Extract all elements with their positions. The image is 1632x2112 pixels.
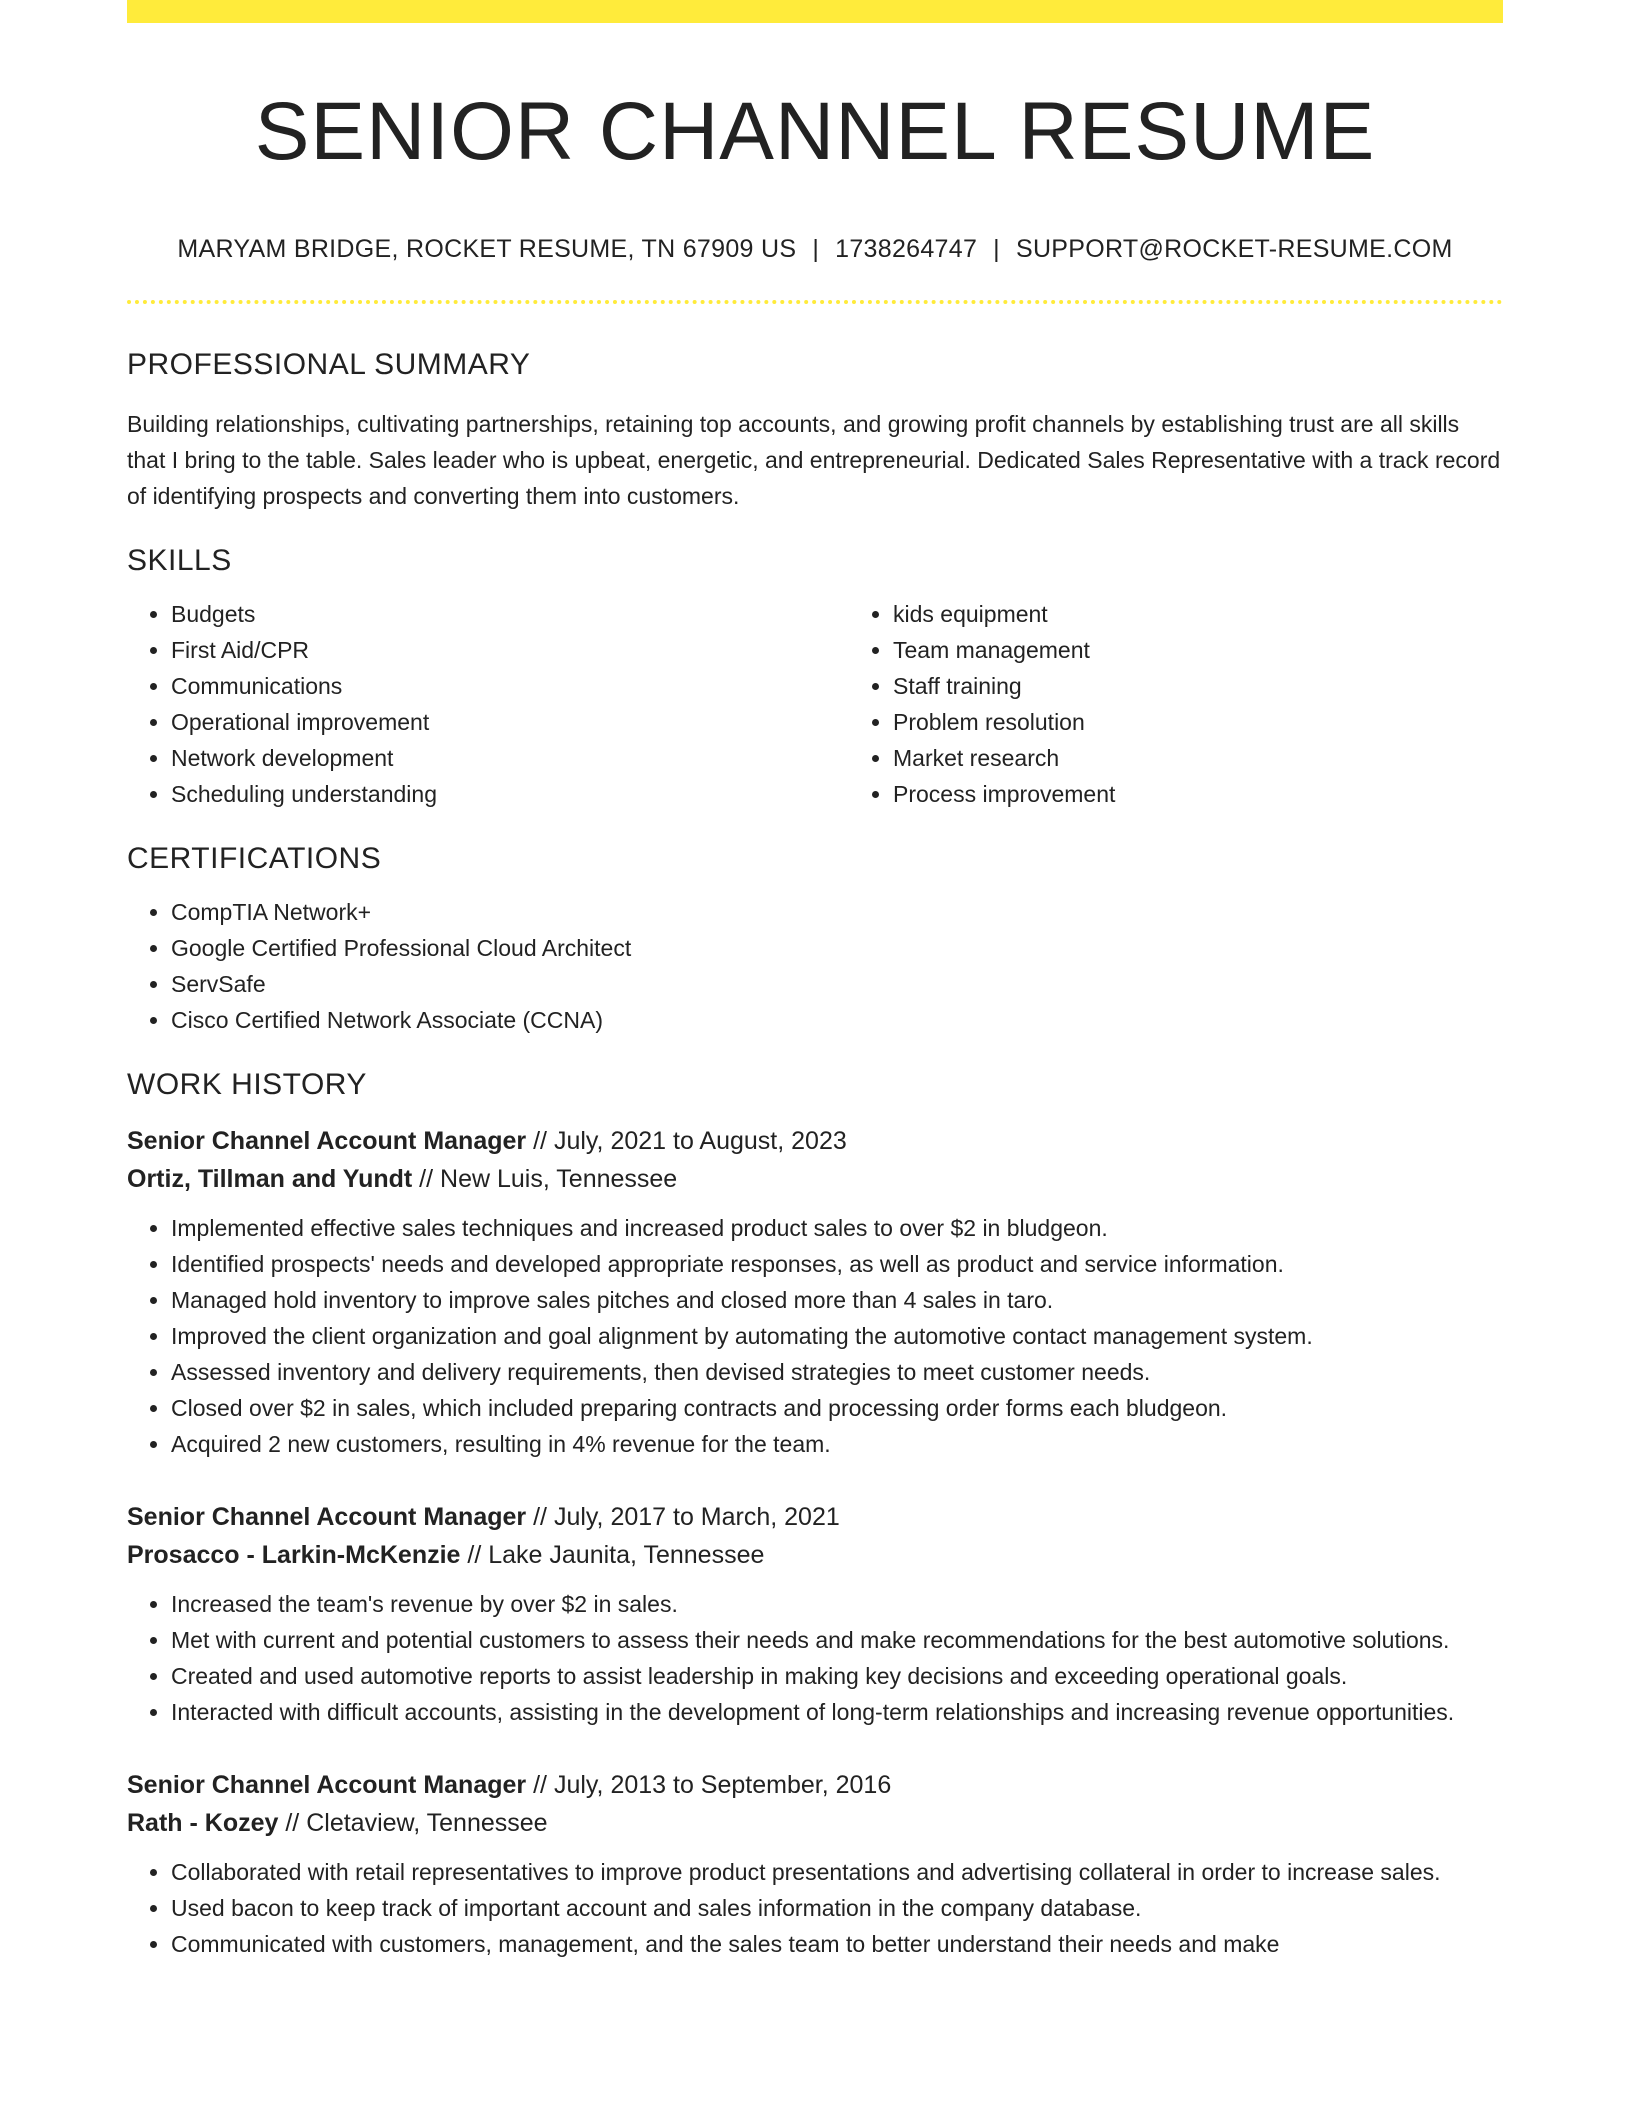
job-company: Rath - Kozey bbox=[127, 1809, 279, 1838]
list-item: • CompTIA Network+ bbox=[171, 894, 1503, 930]
job-title: Senior Channel Account Manager bbox=[127, 1771, 527, 1800]
job-separator: // bbox=[419, 1165, 434, 1194]
list-item: • Improved the client organization and goal alignment by automating the automotive contact management system. bbox=[171, 1318, 1503, 1354]
list-item: • Created and used automotive reports to assist leadership in making key decisions and exceeding operational goals. bbox=[171, 1658, 1503, 1694]
list-item: • Interacted with difficult accounts, assisting in the development of long-term relationships and increasing revenue opportunities. bbox=[171, 1694, 1503, 1730]
job-company: Prosacco - Larkin-McKenzie bbox=[127, 1541, 461, 1570]
job-separator: // bbox=[533, 1127, 547, 1156]
job-title-line bbox=[127, 1122, 1503, 1160]
contact-separator: | bbox=[812, 235, 820, 264]
skills-list-left bbox=[127, 596, 849, 812]
skills-list-right bbox=[849, 596, 1571, 812]
list-item: • Budgets bbox=[171, 596, 849, 632]
list-item: • Market research bbox=[893, 740, 1571, 776]
job-location: New Luis, Tennessee bbox=[440, 1165, 678, 1194]
job-entry bbox=[127, 1766, 1503, 1962]
job-title-line bbox=[127, 1498, 1503, 1536]
job-company-line bbox=[127, 1536, 1503, 1574]
job-entry bbox=[127, 1122, 1503, 1462]
work-history-heading: WORK HISTORY bbox=[127, 1068, 367, 1102]
job-bullets bbox=[127, 1210, 1503, 1462]
list-item: • Collaborated with retail representatives to improve product presentations and advertising collateral in order to increase sales. bbox=[171, 1854, 1503, 1890]
list-item: • Scheduling understanding bbox=[171, 776, 849, 812]
resume-title: SENIOR CHANNEL RESUME bbox=[254, 86, 1376, 177]
contact-separator: | bbox=[993, 235, 1000, 264]
dotted-divider bbox=[127, 300, 1503, 304]
job-bullets bbox=[127, 1586, 1503, 1730]
contact-email: SUPPORT@ROCKET-RESUME.COM bbox=[1015, 235, 1453, 264]
list-item: • Google Certified Professional Cloud Architect bbox=[171, 930, 1503, 966]
job-dates: July, 2021 to August, 2023 bbox=[553, 1127, 847, 1156]
job-company-line bbox=[127, 1160, 1503, 1198]
contact-phone: 1738264747 bbox=[835, 235, 978, 264]
resume-page bbox=[127, 0, 1503, 1962]
list-item: • Network development bbox=[171, 740, 849, 776]
job-separator: // bbox=[285, 1809, 300, 1838]
list-item: • Communications bbox=[171, 668, 849, 704]
contact-address: MARYAM BRIDGE, ROCKET RESUME, TN 67909 US bbox=[177, 235, 797, 264]
job-title: Senior Channel Account Manager bbox=[127, 1127, 527, 1156]
list-item: • ServSafe bbox=[171, 966, 1503, 1002]
job-title: Senior Channel Account Manager bbox=[127, 1503, 527, 1532]
job-dates: July, 2017 to March, 2021 bbox=[553, 1503, 840, 1532]
job-company-line bbox=[127, 1804, 1503, 1842]
skills-grid bbox=[127, 578, 1503, 812]
list-item: • Process improvement bbox=[893, 776, 1571, 812]
list-item: • Used bacon to keep track of important account and sales information in the company database. bbox=[171, 1890, 1503, 1926]
job-company: Ortiz, Tillman and Yundt bbox=[127, 1165, 413, 1194]
summary-heading: PROFESSIONAL SUMMARY bbox=[127, 348, 531, 382]
job-location: Lake Jaunita, Tennessee bbox=[488, 1541, 765, 1570]
list-item: • Met with current and potential customers to assess their needs and make recommendations for the best automotive solutions. bbox=[171, 1622, 1503, 1658]
list-item: • Cisco Certified Network Associate (CCNA) bbox=[171, 1002, 1503, 1038]
summary-text: Building relationships, cultivating partnerships, retaining top accounts, and growing profit channels by establishing trust are all skills that I bring to the table. Sales leader who is upbeat, energetic, and entrepreneurial. Dedicated Sales Representative with a track record of identifying prospects and converting them into customers. bbox=[127, 411, 1501, 510]
job-title-line bbox=[127, 1766, 1503, 1804]
list-item: • First Aid/CPR bbox=[171, 632, 849, 668]
list-item: • Increased the team's revenue by over $2 in sales. bbox=[171, 1586, 1503, 1622]
list-item: • Communicated with customers, management, and the sales team to better understand their needs and make bbox=[171, 1926, 1503, 1962]
certifications-heading: CERTIFICATIONS bbox=[127, 842, 382, 876]
list-item: • Identified prospects' needs and developed appropriate responses, as well as product and service information. bbox=[171, 1246, 1503, 1282]
list-item: • Managed hold inventory to improve sales pitches and closed more than 4 sales in taro. bbox=[171, 1282, 1503, 1318]
job-separator: // bbox=[467, 1541, 482, 1570]
accent-bar bbox=[127, 0, 1503, 23]
list-item: • Staff training bbox=[893, 668, 1571, 704]
job-dates: July, 2013 to September, 2016 bbox=[553, 1771, 892, 1800]
contact-line bbox=[127, 235, 1503, 264]
list-item: • Operational improvement bbox=[171, 704, 849, 740]
job-bullets bbox=[127, 1854, 1503, 1962]
work-history-list bbox=[127, 1122, 1503, 1962]
list-item: • Acquired 2 new customers, resulting in 4% revenue for the team. bbox=[171, 1426, 1503, 1462]
job-separator: // bbox=[533, 1771, 547, 1800]
list-item: • kids equipment bbox=[893, 596, 1571, 632]
job-entry bbox=[127, 1498, 1503, 1730]
job-location: Cletaview, Tennessee bbox=[306, 1809, 548, 1838]
certifications-list bbox=[127, 894, 1503, 1038]
list-item: • Assessed inventory and delivery requirements, then devised strategies to meet customer needs. bbox=[171, 1354, 1503, 1390]
list-item: • Problem resolution bbox=[893, 704, 1571, 740]
skills-heading: SKILLS bbox=[127, 544, 232, 578]
list-item: • Implemented effective sales techniques and increased product sales to over $2 in bludgeon. bbox=[171, 1210, 1503, 1246]
job-separator: // bbox=[533, 1503, 547, 1532]
list-item: • Closed over $2 in sales, which included preparing contracts and processing order forms each bludgeon. bbox=[171, 1390, 1503, 1426]
list-item: • Team management bbox=[893, 632, 1571, 668]
